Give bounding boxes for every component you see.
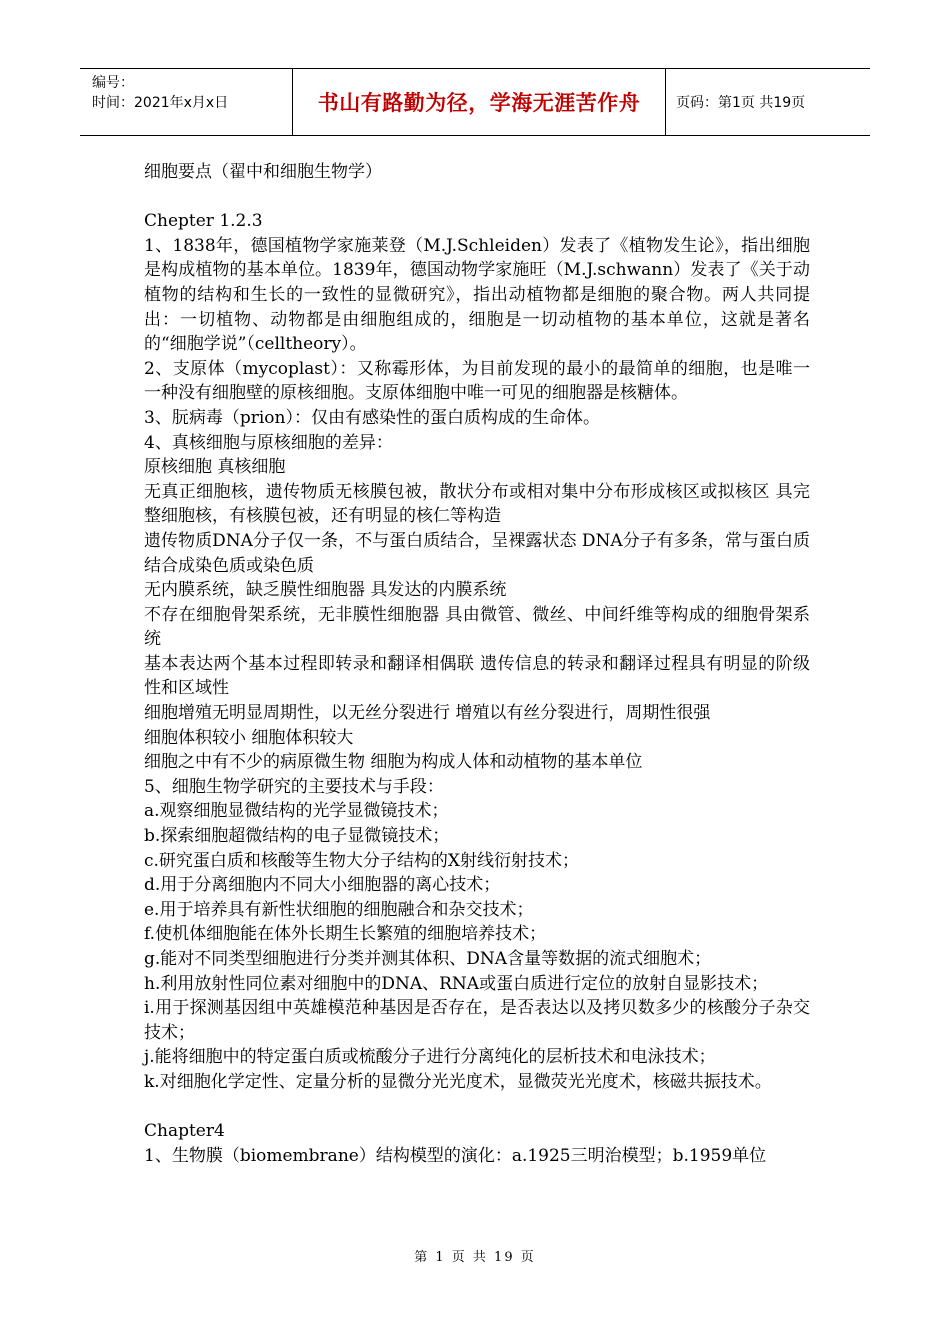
body-paragraph: 细胞体积较小 细胞体积较大 (144, 727, 354, 748)
body-paragraph: 1、1838年，德国植物学家施莱登（M.J.Schleiden）发表了《植物发生论》，指出细胞是构成植物的基本单位。1839年，德国动物学家施旺（M.J.schwann）发表了《关于动植物的结构和生长的一致性的显微研究》，指出动植物都是细胞的聚合物。两人共同提出：一切植物、动物都是由细胞组成的，细胞是一切动植物的基本单位，这就是著名的“细胞学说”（celltheory）。 (144, 235, 810, 355)
document-body (144, 160, 810, 1168)
document-header (80, 68, 870, 136)
header-motto-cell (293, 69, 666, 136)
body-paragraph: f.使机体细胞能在体外长期生长繁殖的细胞培养技术； (144, 924, 547, 945)
body-paragraph: e.用于培养具有新性状细胞的细胞融合和杂交技术； (144, 899, 534, 920)
body-paragraph: 遗传物质DNA分子仅一条，不与蛋白质结合，呈裸露状态 DNA分子有多条，常与蛋白质结合成染色质或染色质 (144, 530, 810, 576)
body-paragraph: c.研究蛋白质和核酸等生物大分子结构的X射线衍射技术； (144, 850, 580, 871)
body-paragraph: 4、真核细胞与原核细胞的差异： (144, 432, 393, 453)
body-paragraph: h.利用放射性同位素对细胞中的DNA、RNA或蛋白质进行定位的放射自显影技术； (144, 973, 769, 994)
body-paragraph: k.对细胞化学定性、定量分析的显微分光光度术，显微荧光光度术，核磁共振技术。 (144, 1071, 772, 1092)
body-paragraph: b.探索细胞超微结构的电子显微镜技术； (144, 826, 450, 847)
body-paragraph: g.能对不同类型细胞进行分类并测其体积、DNA含量等数据的流式细胞术； (144, 949, 712, 969)
body-paragraph: 细胞之中有不少的病原微生物 细胞为构成人体和动植物的基本单位 (144, 752, 643, 773)
body-paragraph: 3、朊病毒（prion）：仅由有感染性的蛋白质构成的生命体。 (144, 407, 600, 428)
header-page-info: 页码：第1页 共19页 (666, 69, 871, 136)
body-paragraph: 基本表达两个基本过程即转录和翻译相偶联 遗传信息的转录和翻译过程具有明显的阶级性和区域性 (144, 653, 810, 699)
body-paragraph: j.能将细胞中的特定蛋白质或梳酸分子进行分离纯化的层析技术和电泳技术； (144, 1047, 716, 1068)
body-paragraph: 无内膜系统，缺乏膜性细胞器 具发达的内膜系统 (144, 580, 507, 601)
header-meta-cell (80, 69, 293, 136)
body-paragraph: 无真正细胞核，遗传物质无核膜包被，散状分布或相对集中分布形成核区或拟核区 具完整细胞核，有核膜包被，还有明显的核仁等构造 (144, 481, 810, 527)
body-paragraph: d.用于分离细胞内不同大小细胞器的离心技术； (144, 875, 501, 896)
body-paragraph: 2、支原体（mycoplast）：又称霉形体，为目前发现的最小的最简单的细胞，也是唯一一种没有细胞壁的原核细胞。支原体细胞中唯一可见的细胞器是核糖体。 (144, 358, 810, 404)
body-paragraph: i.用于探测基因组中英雄模范种基因是否存在，是否表达以及拷贝数多少的核酸分子杂交技术； (144, 998, 810, 1043)
header-motto: 书山有路勤为径，学海无涯苦作舟 (317, 91, 641, 115)
blank-line (144, 1095, 810, 1120)
body-paragraph: Chepter 1.2.3 (144, 211, 263, 232)
blank-line (144, 185, 810, 210)
body-paragraph: 不存在细胞骨架系统，无非膜性细胞器 具由微管、微丝、中间纤维等构成的细胞骨架系统 (144, 604, 810, 650)
body-paragraph: Chapter4 (144, 1121, 225, 1142)
document-time-label: 时间：2021年x月x日 (92, 95, 229, 111)
body-paragraph: 细胞增殖无明显周期性，以无丝分裂进行 增殖以有丝分裂进行，周期性很强 (144, 703, 711, 724)
body-paragraph: 1、生物膜（biomembrane）结构模型的演化：a.1925三明治模型；b.1959单位 (144, 1145, 767, 1166)
page-footer: 第 1 页 共 19 页 (414, 1250, 536, 1265)
document-title: 细胞要点（翟中和细胞生物学） (144, 162, 382, 182)
body-paragraph: 5、细胞生物学研究的主要技术与手段： (144, 776, 444, 797)
document-number-label: 编号： (92, 75, 134, 91)
body-paragraph: 原核细胞 真核细胞 (144, 457, 286, 478)
body-paragraph: a.观察细胞显微结构的光学显微镜技术； (144, 801, 449, 822)
